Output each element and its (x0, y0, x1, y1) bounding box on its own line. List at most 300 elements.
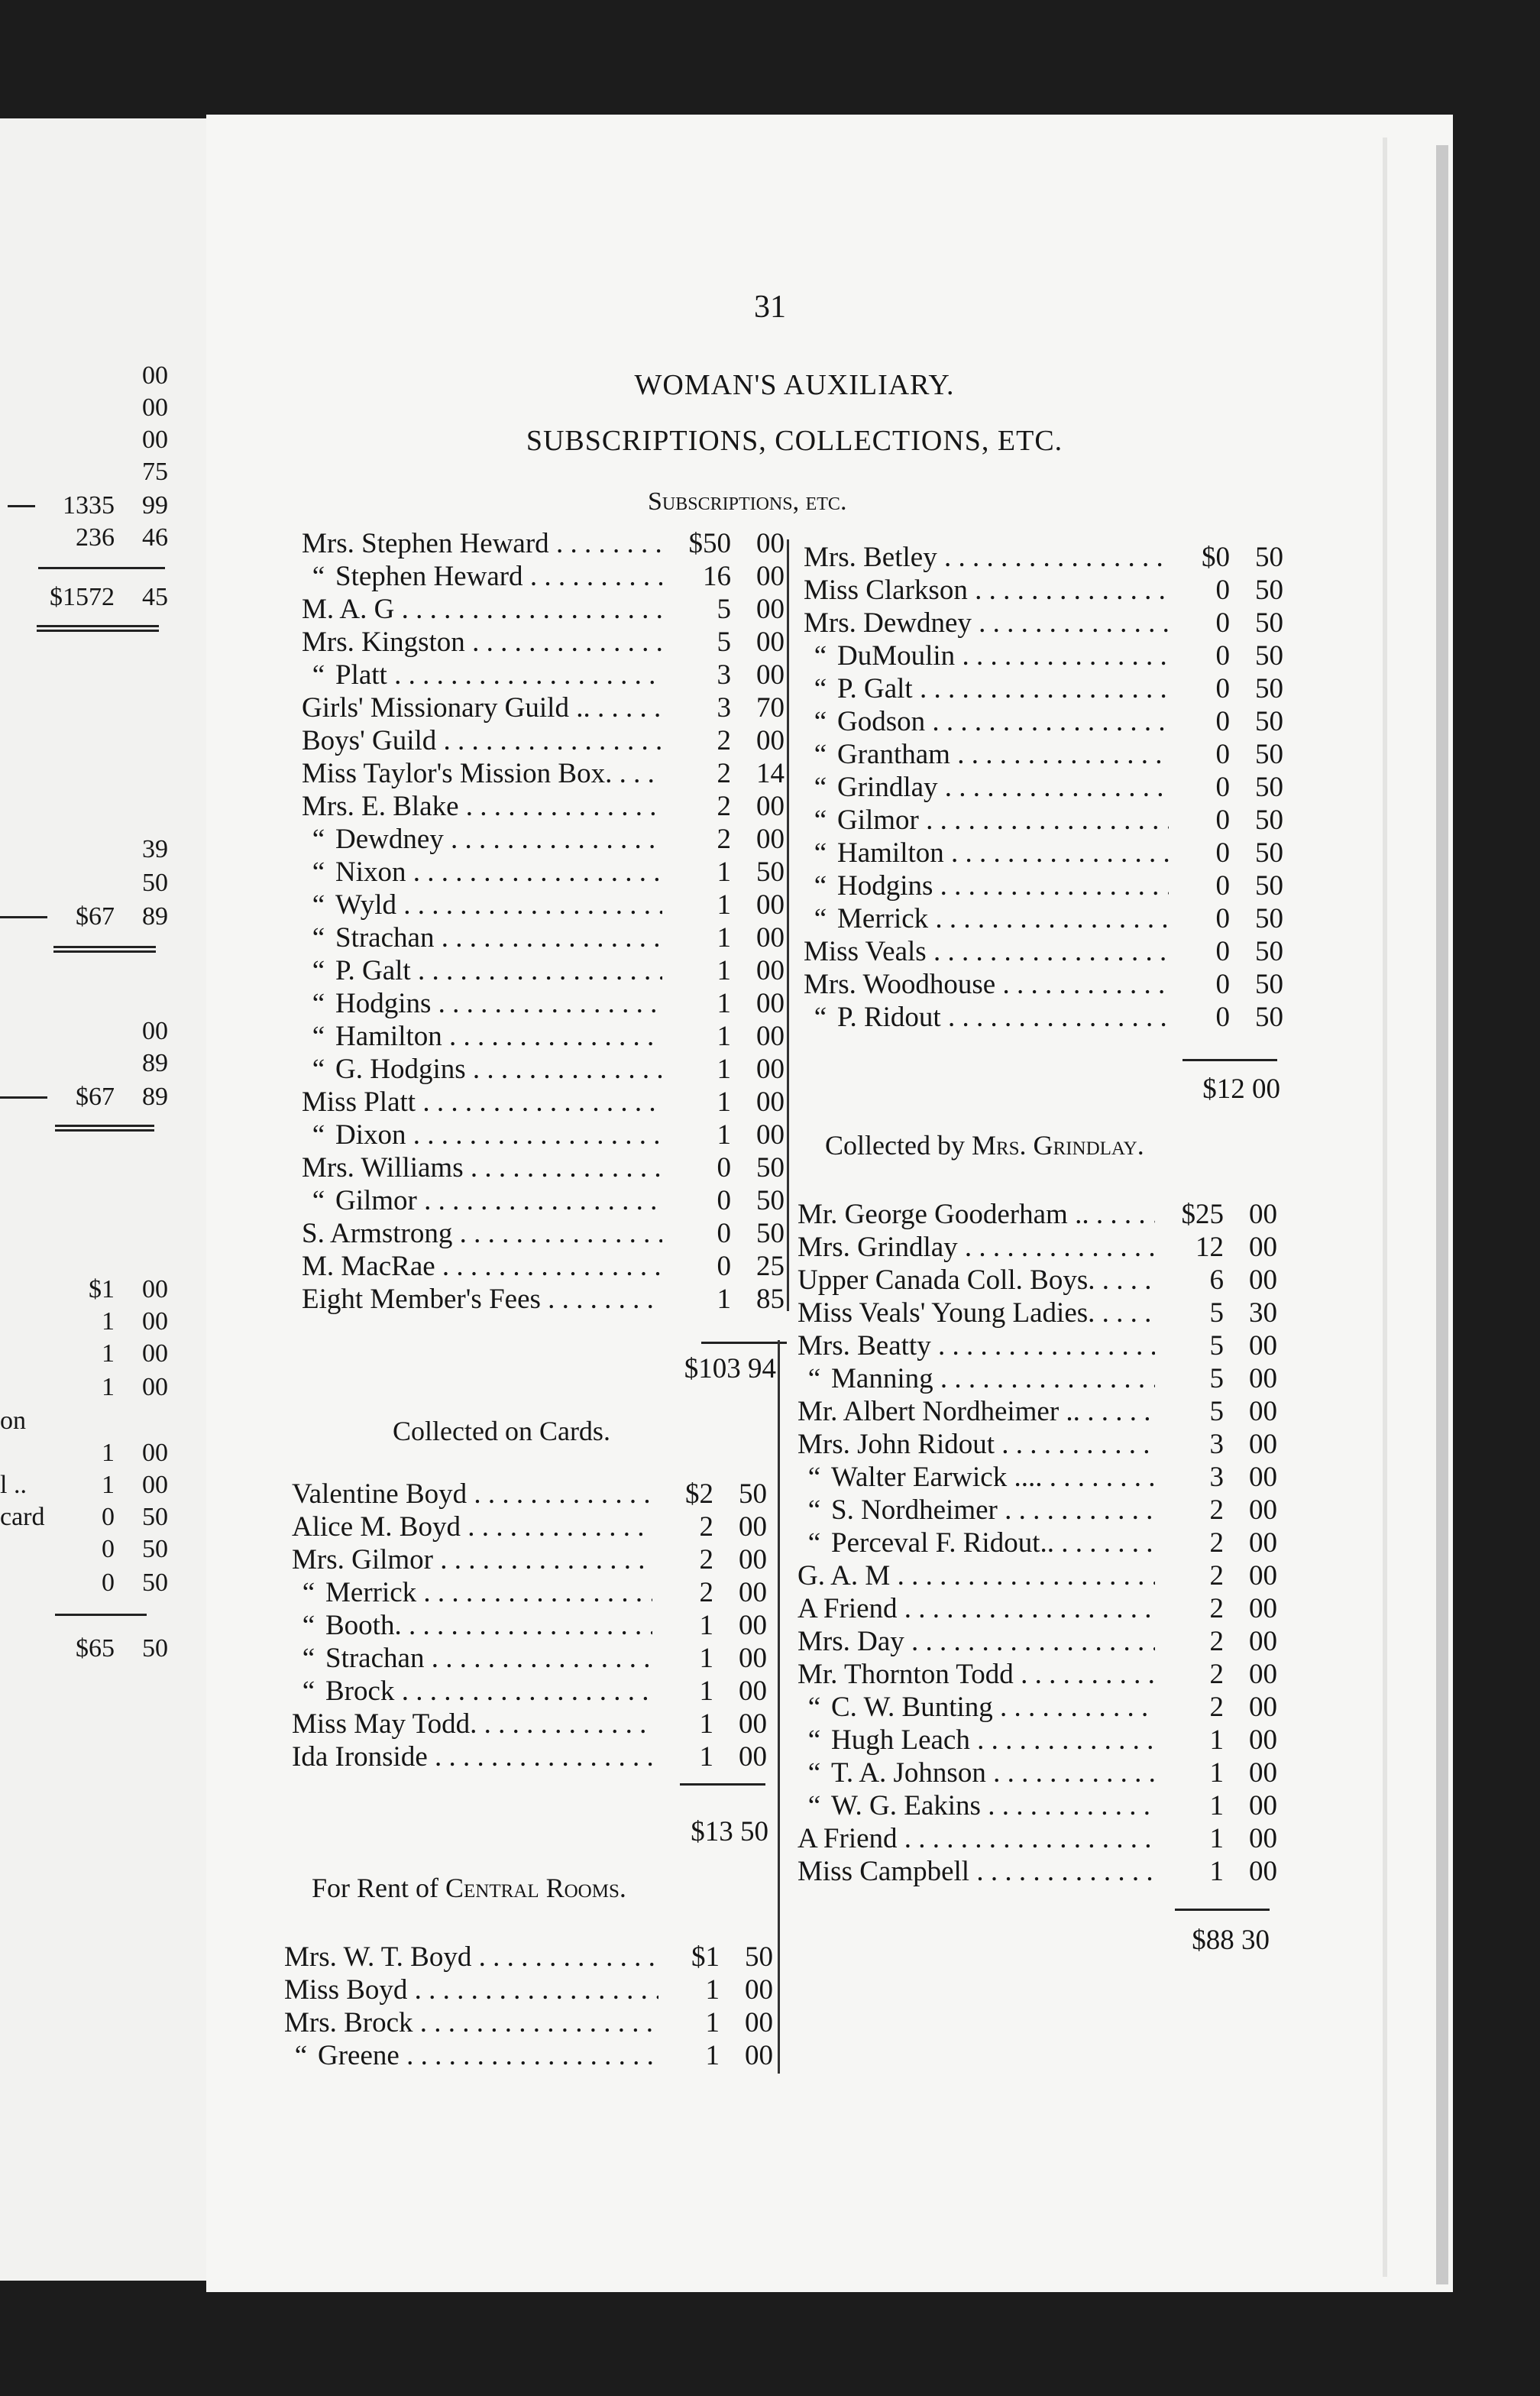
left-page-amount: $1572 (50, 583, 115, 611)
ledger-row (302, 1184, 785, 1217)
ledger-row (302, 527, 785, 560)
ledger-cents: 00 (1230, 1592, 1277, 1625)
ledger-cents: 00 (1230, 1625, 1277, 1658)
ledger-cents: 00 (737, 889, 785, 921)
left-page-row (0, 1047, 168, 1080)
ledger-dollars: 0 (1169, 837, 1230, 869)
ledger-name-text: Mr. George Gooderham .. (798, 1199, 1089, 1230)
cards-total: $13 50 (691, 1816, 768, 1847)
ledger-dollars: 5 (1155, 1362, 1224, 1395)
ditto-mark: “ (814, 903, 827, 934)
ledger-dollars: 2 (662, 790, 731, 823)
left-page-amount: 1335 (63, 491, 115, 520)
left-page-rule (53, 950, 156, 953)
ledger-row (292, 1510, 767, 1543)
ledger-row (804, 771, 1283, 804)
left-page-amount: 1 (102, 1439, 115, 1467)
ledger-row (292, 1708, 767, 1740)
subscriptions-heading: Subscriptions, etc. (648, 487, 847, 516)
ledger-name (302, 724, 662, 757)
ledger-cents: 00 (737, 954, 785, 987)
ditto-mark: “ (807, 1757, 821, 1789)
ledger-name-text: Wyld (335, 889, 396, 921)
ledger-name (302, 560, 662, 593)
ledger-name-text: Strachan (325, 1643, 425, 1674)
ledger-row (798, 1329, 1277, 1362)
ledger-dollars: 1 (662, 1119, 731, 1151)
ledger-dollars: 2 (662, 757, 731, 790)
left-page-cents: 45 (142, 583, 168, 611)
ledger-name (798, 1527, 1155, 1559)
ledger-name-text: Hodgins (335, 988, 432, 1019)
ledger-cents: 50 (737, 1184, 785, 1217)
ledger-row (798, 1822, 1277, 1855)
ledger-dollars: 3 (1155, 1428, 1224, 1461)
cards-total-rule (680, 1783, 765, 1786)
ditto-mark: “ (807, 1462, 821, 1493)
left-page-cents: 46 (142, 523, 168, 552)
ledger-name (302, 823, 662, 856)
ledger-cents: 00 (1230, 1822, 1277, 1855)
ditto-mark: “ (302, 1643, 315, 1674)
left-page-cents: 00 (142, 1439, 168, 1467)
left-page-cents: 00 (142, 1307, 168, 1336)
ledger-name-text: S. Nordheimer (831, 1494, 998, 1526)
ledger-row (302, 790, 785, 823)
ledger-row (302, 691, 785, 724)
left-page-rule (55, 1129, 154, 1132)
ledger-row (798, 1691, 1277, 1724)
column-divider-upper (787, 539, 789, 1311)
ledger-dollars: $50 (662, 527, 731, 560)
left-page-amount: 236 (76, 523, 115, 552)
ledger-row (284, 2006, 773, 2039)
ledger-row (292, 1740, 767, 1773)
left-page-amount: 1 (102, 1373, 115, 1401)
left-page-cents: 50 (142, 1535, 168, 1563)
ledger-cents: 00 (737, 987, 785, 1020)
ledger-name-text: Girls' Missionary Guild .. (302, 692, 590, 724)
left-page-cents: 99 (142, 491, 168, 520)
ledger-dollars: 2 (652, 1576, 713, 1609)
ledger-name-text: Mrs. John Ridout (798, 1429, 995, 1460)
rent-heading-rooms: Central Rooms. (445, 1873, 626, 1903)
ledger-row (804, 738, 1283, 771)
grindlay-total-rule (1175, 1909, 1270, 1911)
ledger-cents: 00 (1230, 1789, 1277, 1822)
ledger-dollars: 2 (662, 823, 731, 856)
ledger-row (302, 1020, 785, 1053)
ledger-row (804, 574, 1283, 607)
ledger-row (798, 1658, 1277, 1691)
ledger-dollars: 2 (1155, 1494, 1224, 1527)
ledger-name-text: Miss Veals (804, 936, 927, 967)
ledger-name-text: Dixon (335, 1119, 406, 1151)
ditto-mark: “ (814, 673, 827, 704)
left-page-row (0, 1371, 168, 1404)
ledger-name-text: Ida Ironside (292, 1741, 428, 1773)
ledger-name-text: M. A. G (302, 594, 395, 625)
ledger-row (804, 639, 1283, 672)
ledger-cents: 50 (1236, 1001, 1283, 1034)
ledger-name-text: Dewdney (335, 824, 444, 855)
ledger-row (804, 902, 1283, 935)
left-page-cents: 50 (142, 1634, 168, 1663)
ledger-cents: 50 (1236, 541, 1283, 574)
ledger-dollars: 5 (662, 626, 731, 659)
ledger-name-text: A Friend (798, 1823, 898, 1854)
ledger-row (804, 705, 1283, 738)
ledger-name (302, 659, 662, 691)
ledger-dollars: 5 (662, 593, 731, 626)
ledger-name-text: Mrs. Williams (302, 1152, 464, 1183)
ledger-dollars: 2 (1155, 1559, 1224, 1592)
left-page-text: card (0, 1503, 45, 1531)
ledger-row (798, 1559, 1277, 1592)
ledger-cents: 00 (720, 1675, 767, 1708)
ledger-name (292, 1642, 652, 1675)
ledger-cents: 50 (1236, 837, 1283, 869)
left-page-cents: 00 (142, 1017, 168, 1045)
ledger-dollars: 0 (1169, 935, 1230, 968)
ledger-name-text: Mrs. Brock (284, 2007, 413, 2038)
ledger-name-text: Platt (335, 659, 387, 691)
ledger-cents: 14 (737, 757, 785, 790)
ledger-name (804, 705, 1169, 738)
ledger-row (292, 1543, 767, 1576)
ledger-name-text: Nixon (335, 856, 406, 888)
left-page-text: l .. (0, 1471, 27, 1499)
ledger-name-text: Grantham (837, 739, 950, 770)
ledger-dollars: 1 (652, 1708, 713, 1740)
left-page-amount: $67 (76, 1083, 115, 1111)
ledger-dollars: 0 (1169, 771, 1230, 804)
ledger-name-text: Miss May Todd. (292, 1708, 477, 1740)
ledger-name (804, 902, 1169, 935)
ledger-name (798, 1231, 1155, 1264)
ledger-name (798, 1198, 1155, 1231)
ledger-row (798, 1494, 1277, 1527)
ledger-cents: 00 (737, 1053, 785, 1086)
left-page-amount: 0 (102, 1503, 115, 1531)
ditto-mark: “ (312, 824, 325, 855)
ledger-row (798, 1592, 1277, 1625)
ledger-cents: 00 (1230, 1231, 1277, 1264)
ledger-name (292, 1510, 652, 1543)
ditto-mark: “ (302, 1577, 315, 1608)
ledger-dollars: $25 (1155, 1198, 1224, 1231)
ledger-name (798, 1691, 1155, 1724)
ledger-name (284, 1973, 658, 2006)
ledger-row (798, 1757, 1277, 1789)
ledger-cents: 00 (720, 1642, 767, 1675)
ledger-name-text: Miss Campbell (798, 1856, 970, 1887)
ledger-dollars: 1 (1155, 1789, 1224, 1822)
ledger-name (302, 889, 662, 921)
ledger-dollars: 1 (658, 2039, 720, 2072)
ledger-cents: 00 (737, 593, 785, 626)
ledger-cents: 00 (737, 1119, 785, 1151)
ledger-name (804, 1001, 1169, 1034)
ledger-name-text: Mr. Thornton Todd (798, 1659, 1014, 1690)
ledger-name-text: Perceval F. Ridout.. (831, 1527, 1054, 1559)
ledger-name (302, 921, 662, 954)
ledger-dollars: 0 (1169, 869, 1230, 902)
ledger-cents: 50 (737, 856, 785, 889)
left-page-row (0, 833, 168, 866)
ledger-dollars: 1 (1155, 1855, 1224, 1888)
ledger-dollars: 1 (1155, 1822, 1224, 1855)
ledger-name-text: P. Galt (837, 673, 913, 704)
ledger-name (804, 935, 1169, 968)
ledger-dollars: 1 (662, 889, 731, 921)
ledger-name-text: DuMoulin (837, 640, 956, 672)
ledger-name (302, 1283, 662, 1316)
ledger-name (302, 691, 662, 724)
ledger-cents: 00 (720, 1740, 767, 1773)
ledger-cents: 50 (1236, 672, 1283, 705)
ditto-mark: “ (312, 955, 325, 986)
left-page-amount: 1 (102, 1471, 115, 1499)
ledger-cents: 00 (737, 560, 785, 593)
ledger-name-text: Hamilton (335, 1021, 442, 1052)
ledger-name-text: Boys' Guild (302, 725, 437, 756)
ledger-dollars: 0 (662, 1250, 731, 1283)
ledger-name (798, 1757, 1155, 1789)
ledger-name-text: Mrs. Kingston (302, 627, 465, 658)
ditto-mark: “ (814, 739, 827, 770)
ledger-name-text: P. Galt (335, 955, 411, 986)
ledger-name-text: Mrs. Stephen Heward (302, 528, 549, 559)
ledger-name (284, 1941, 658, 1973)
page-number: 31 (754, 290, 786, 325)
ledger-row (302, 1250, 785, 1283)
ledger-name (302, 856, 662, 889)
left-page-row (0, 1015, 168, 1048)
ledger-name-text: Merrick (325, 1577, 417, 1608)
ledger-cents: 50 (1236, 869, 1283, 902)
left-page-cents: 00 (142, 1471, 168, 1499)
ditto-mark: “ (807, 1494, 821, 1526)
ledger-row (292, 1576, 767, 1609)
ledger-cents: 50 (1236, 804, 1283, 837)
ledger-name-text: Valentine Boyd (292, 1478, 467, 1510)
ledger-dollars: 0 (662, 1151, 731, 1184)
ledger-name-text: Hugh Leach (831, 1724, 970, 1756)
ledger-name-text: Strachan (335, 922, 435, 954)
ledger-name-text: Hodgins (837, 870, 933, 902)
ledger-name (302, 1151, 662, 1184)
ledger-row (292, 1675, 767, 1708)
ledger-dollars: $1 (658, 1941, 720, 1973)
left-page-text: on (0, 1407, 26, 1435)
ledger-name-text: Gilmor (335, 1185, 417, 1216)
ditto-mark: “ (814, 805, 827, 836)
ledger-dollars: 0 (1169, 672, 1230, 705)
grindlay-heading-prefix: Collected by (825, 1130, 972, 1161)
ledger-cents: 00 (720, 1510, 767, 1543)
ledger-cents: 50 (1236, 639, 1283, 672)
ledger-name-text: Greene (318, 2040, 400, 2071)
ditto-mark: “ (814, 772, 827, 803)
ledger-row (292, 1642, 767, 1675)
ledger-name (804, 607, 1169, 639)
ledger-name-text: Upper Canada Coll. Boys. (798, 1264, 1095, 1296)
ledger-name (302, 626, 662, 659)
ledger-cents: 00 (737, 626, 785, 659)
ledger-cents: 00 (1230, 1691, 1277, 1724)
ledger-cents: 00 (1230, 1527, 1277, 1559)
ledger-row (292, 1609, 767, 1642)
grindlay-heading-name: Mrs. Grindlay. (971, 1130, 1144, 1161)
left-page-row (0, 1436, 168, 1470)
ledger-dollars: 5 (1155, 1395, 1224, 1428)
ledger-dollars: 5 (1155, 1297, 1224, 1329)
ledger-name (798, 1822, 1155, 1855)
ledger-name (798, 1395, 1155, 1428)
left-page-cents: 00 (142, 361, 168, 390)
ledger-dollars: 2 (1155, 1527, 1224, 1559)
ledger-name-text: Walter Earwick .... (831, 1462, 1043, 1493)
ledger-dollars: 0 (1169, 607, 1230, 639)
ledger-name-text: Alice M. Boyd (292, 1511, 461, 1543)
ledger-cents: 00 (1230, 1494, 1277, 1527)
ledger-name (804, 672, 1169, 705)
ledger-cents: 00 (737, 1086, 785, 1119)
ledger-dollars: 1 (662, 1086, 731, 1119)
ledger-row (302, 724, 785, 757)
left-page-rule (37, 625, 159, 627)
ledger-name-text: Godson (837, 706, 926, 737)
ledger-dollars: 0 (662, 1184, 731, 1217)
ledger-cents: 50 (1236, 771, 1283, 804)
ledger-row (804, 869, 1283, 902)
ditto-mark: “ (294, 2040, 308, 2071)
ledger-row (798, 1527, 1277, 1559)
ledger-dollars: 1 (652, 1740, 713, 1773)
left-page-row (0, 1501, 168, 1534)
ledger-name (302, 954, 662, 987)
ditto-mark: “ (807, 1692, 821, 1723)
ledger-row (302, 1086, 785, 1119)
ledger-cents: 30 (1230, 1297, 1277, 1329)
ledger-name (302, 757, 662, 790)
ledger-row (284, 1941, 773, 1973)
ledger-dollars: 2 (662, 724, 731, 757)
ledger-row (302, 560, 785, 593)
ledger-name (284, 2039, 658, 2072)
ledger-name (798, 1264, 1155, 1297)
ditto-mark: “ (302, 1676, 315, 1707)
ledger-name (302, 1086, 662, 1119)
ledger-name (798, 1329, 1155, 1362)
left-page-amount: 1 (102, 1307, 115, 1336)
ledger-row (798, 1198, 1277, 1231)
ledger-name (804, 869, 1169, 902)
ditto-mark: “ (302, 1610, 315, 1641)
ledger-name-text: Merrick (837, 903, 929, 934)
ditto-mark: “ (814, 870, 827, 902)
ditto-mark: “ (814, 706, 827, 737)
left-page-row (0, 1533, 168, 1566)
ledger-dollars: 0 (1169, 1001, 1230, 1034)
ledger-row (284, 1973, 773, 2006)
ledger-dollars: $2 (652, 1478, 713, 1510)
ledger-row (798, 1461, 1277, 1494)
ledger-dollars: 5 (1155, 1329, 1224, 1362)
ditto-mark: “ (807, 1724, 821, 1756)
ledger-cents: 00 (1230, 1461, 1277, 1494)
ledger-row (302, 889, 785, 921)
ledger-name-text: Mrs. Beatty (798, 1330, 931, 1362)
ledger-name-text: T. A. Johnson (831, 1757, 986, 1789)
ledger-name (798, 1855, 1155, 1888)
subscriptions-total: $103 94 (684, 1353, 776, 1384)
ledger-row (798, 1297, 1277, 1329)
ledger-name-text: W. G. Eakins (831, 1790, 981, 1821)
left-page-cents: 89 (142, 1083, 168, 1111)
left-page-cents: 89 (142, 902, 168, 931)
page-shadow (1436, 145, 1448, 2284)
ledger-dollars: 1 (658, 1973, 720, 2006)
left-page-cents: 50 (142, 1503, 168, 1531)
ledger-row (302, 757, 785, 790)
ledger-dollars: 1 (658, 2006, 720, 2039)
ledger-name-text: Gilmor (837, 805, 919, 836)
ledger-row (302, 1217, 785, 1250)
ledger-cents: 00 (1230, 1264, 1277, 1297)
grindlay-total: $88 30 (1192, 1925, 1270, 1956)
ledger-name (798, 1789, 1155, 1822)
ledger-row (798, 1264, 1277, 1297)
ledger-name-text: Mrs. Woodhouse (804, 969, 996, 1000)
ledger-name (292, 1708, 652, 1740)
ledger-dollars: 3 (662, 691, 731, 724)
ledger-dollars: 1 (662, 856, 731, 889)
ledger-row (804, 968, 1283, 1001)
left-page-dash (8, 505, 35, 507)
ledger-name-text: P. Ridout (837, 1002, 941, 1033)
ledger-cents: 50 (1236, 968, 1283, 1001)
ditto-mark: “ (312, 856, 325, 888)
ledger-name-text: C. W. Bunting (831, 1692, 993, 1723)
ledger-row (302, 659, 785, 691)
ledger-cents: 85 (737, 1283, 785, 1316)
ledger-cents: 00 (737, 921, 785, 954)
ditto-mark: “ (312, 1185, 325, 1216)
ledger-cents: 00 (737, 659, 785, 691)
ledger-name (798, 1625, 1155, 1658)
ledger-dollars: 1 (652, 1609, 713, 1642)
ledger-name (284, 2006, 658, 2039)
ditto-mark: “ (312, 889, 325, 921)
right-total-rule (1182, 1059, 1277, 1061)
ledger-name-text: Miss Clarkson (804, 575, 968, 606)
left-page-rule (53, 946, 156, 948)
ledger-dollars: 1 (1155, 1724, 1224, 1757)
ledger-dollars: 0 (1169, 639, 1230, 672)
ledger-name-text: G. Hodgins (335, 1054, 466, 1085)
ledger-dollars: 2 (652, 1510, 713, 1543)
ledger-name (292, 1609, 652, 1642)
ledger-row (302, 1119, 785, 1151)
ditto-mark: “ (807, 1527, 821, 1559)
ledger-name-text: Hamilton (837, 837, 944, 869)
grindlay-heading (825, 1129, 1144, 1161)
left-page-cents: 00 (142, 1339, 168, 1368)
ledger-name (798, 1428, 1155, 1461)
ledger-row (804, 672, 1283, 705)
